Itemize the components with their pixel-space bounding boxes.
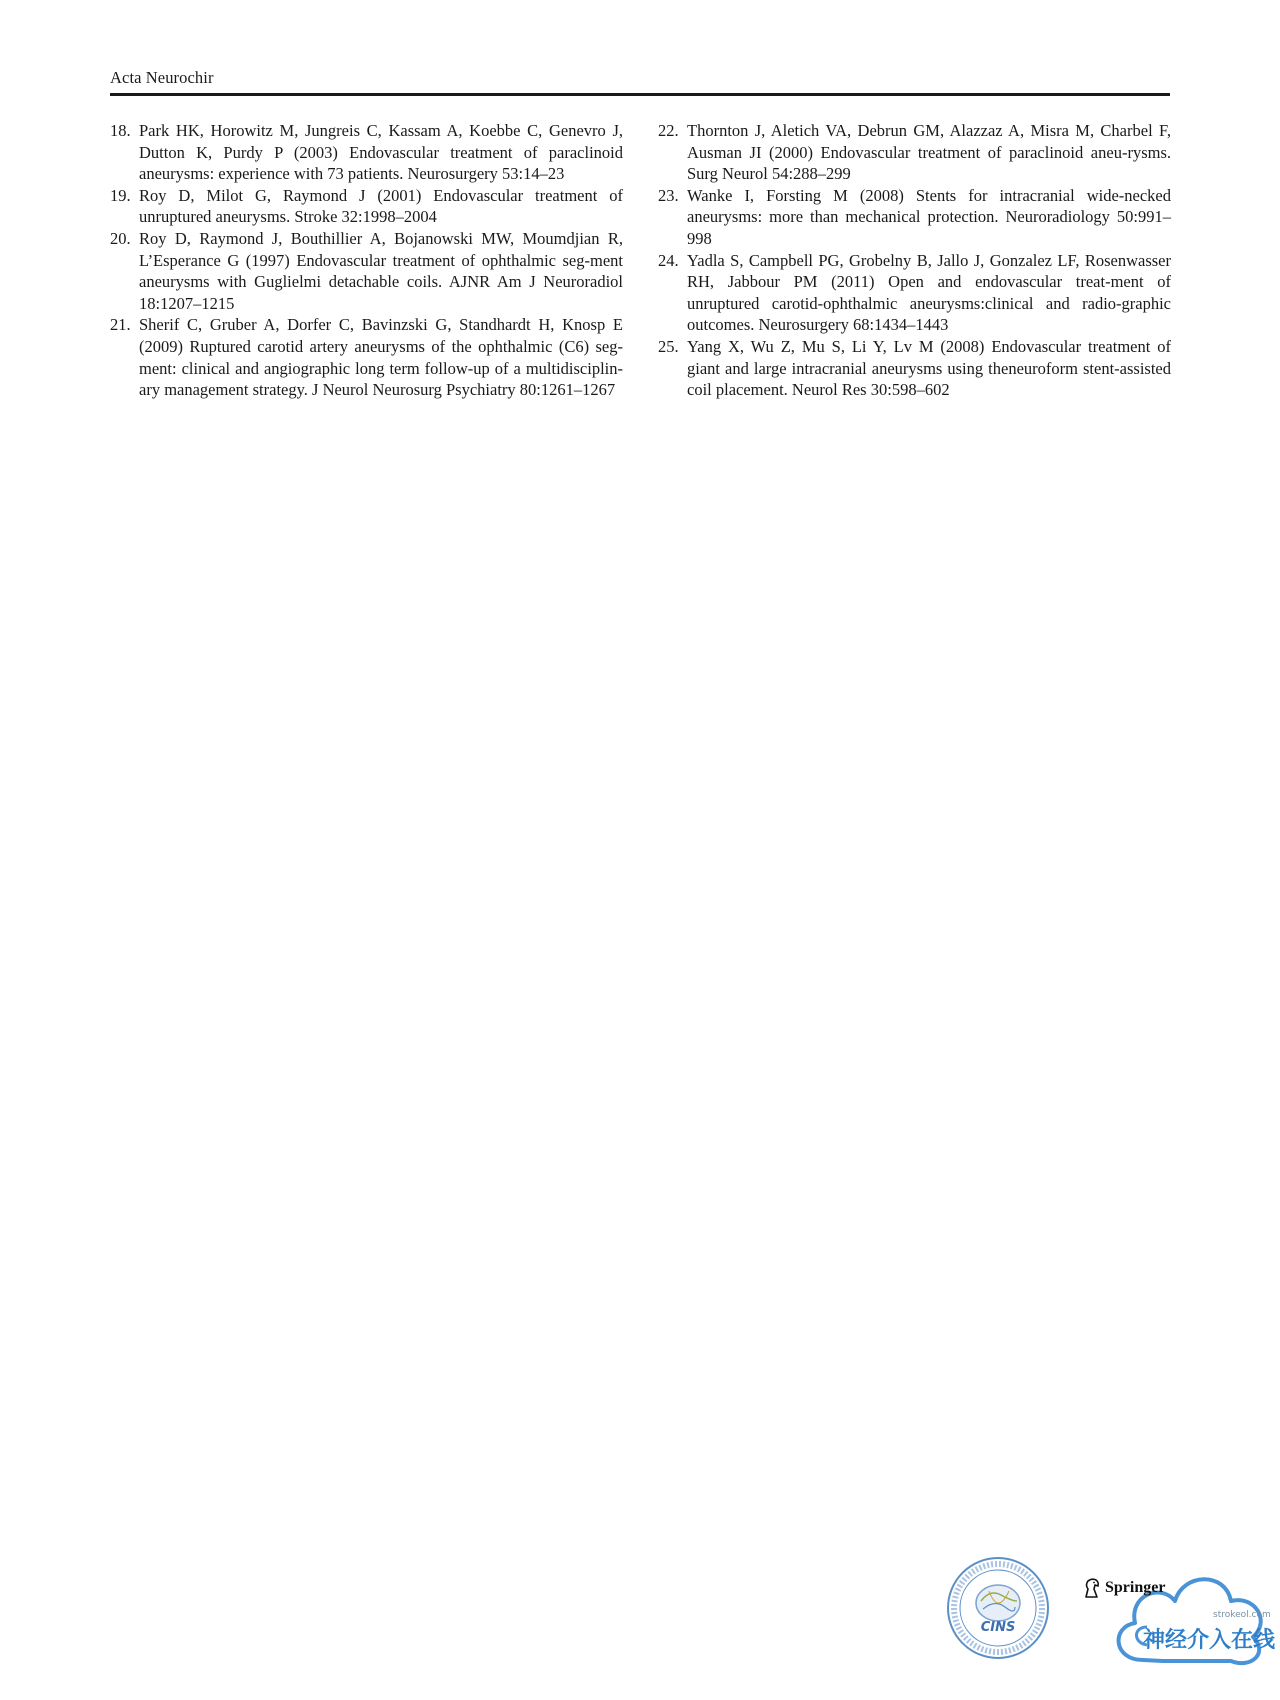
springer-horse-icon — [1083, 1577, 1101, 1599]
reference-item — [658, 250, 1171, 336]
reference-number: 19. — [110, 185, 131, 205]
reference-item — [658, 336, 1171, 401]
reference-text: Yadla S, Campbell PG, Grobelny B, Jallo J, Gonzalez LF, Rosenwasser RH, Jabbour PM (2011) Open and endovascular treat-ment of unruptured carotid-ophthalmic aneurysms:clinical and radio-graphic outcomes. Neurosurgery 68:1434–1443 — [687, 250, 1171, 335]
reference-number: 24. — [658, 250, 679, 270]
references-right-column — [658, 120, 1171, 401]
reference-item — [110, 120, 623, 185]
reference-item — [110, 228, 623, 314]
reference-text: Roy D, Milot G, Raymond J (2001) Endovascular treatment of unruptured aneurysms. Stroke 32:1998–2004 — [139, 185, 623, 227]
reference-number: 21. — [110, 315, 131, 335]
reference-number: 25. — [658, 336, 679, 356]
reference-item — [110, 185, 623, 228]
header-rule — [110, 93, 1170, 96]
reference-text: Wanke I, Forsting M (2008) Stents for intracranial wide-necked aneurysms: more than mechanical protection. Neuroradiology 50:991–998 — [687, 185, 1171, 248]
reference-item — [658, 185, 1171, 250]
reference-number: 20. — [110, 228, 131, 248]
reference-number: 23. — [658, 185, 679, 205]
reference-text: Sherif C, Gruber A, Dorfer C, Bavinzski G, Standhardt H, Knosp E (2009) Ruptured carotid artery aneurysms of the ophthalmic (C6) seg-ment: clinical and angiographic long term follow-up of a multidisciplin-ary management strategy. J Neurol Neurosurg Psychiatry 80:1261–1267 — [139, 315, 623, 400]
reference-text: Thornton J, Aletich VA, Debrun GM, Alazzaz A, Misra M, Charbel F, Ausman JI (2000) Endovascular treatment of paraclinoid aneu-rysms. Surg Neurol 54:288–299 — [687, 121, 1171, 184]
watermark-text: 神经介入在线 — [1143, 1628, 1276, 1653]
reference-number: 18. — [110, 121, 131, 140]
springer-logo — [1083, 1577, 1165, 1599]
reference-text: Park HK, Horowitz M, Jungreis C, Kassam A, Koebbe C, Genevro J, Dutton K, Purdy P (2003) Endovascular treatment of paraclinoid aneurysms: experience with 73 patients. Neurosurgery 53:14–23 — [139, 121, 623, 184]
cins-seal-logo — [945, 1555, 1051, 1661]
footer-logos — [945, 1555, 1275, 1675]
springer-wordmark: Springer — [1105, 1579, 1166, 1596]
reference-number: 22. — [658, 121, 679, 140]
references-left-column — [110, 120, 623, 401]
cins-label: CINS — [980, 1620, 1016, 1635]
reference-text: Yang X, Wu Z, Mu S, Li Y, Lv M (2008) Endovascular treatment of giant and large intracranial aneurysms using theneuroform stent-assisted coil placement. Neurol Res 30:598–602 — [687, 336, 1171, 400]
reference-item — [110, 314, 623, 400]
reference-item — [658, 120, 1171, 185]
running-header: Acta Neurochir — [110, 68, 214, 87]
watermark-url: strokeol.com — [1213, 1610, 1271, 1620]
reference-text: Roy D, Raymond J, Bouthillier A, Bojanowski MW, Moumdjian R, L’Esperance G (1997) Endovascular treatment of ophthalmic seg-ment aneurysms with Guglielmi detachable coils. AJNR Am J Neuroradiol 18:1207–1215 — [139, 228, 623, 313]
